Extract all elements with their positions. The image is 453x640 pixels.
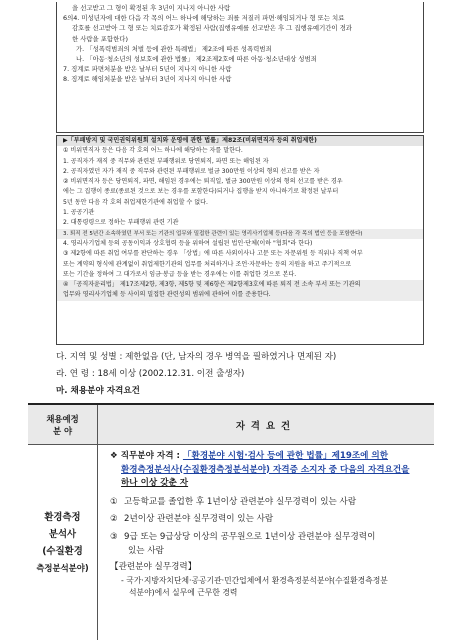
duty-qualification-line — [110, 450, 426, 464]
list-line: 8. 징계로 해임처분을 받은 날부터 3년이 지나지 아니한 사람 — [63, 75, 232, 84]
certificate-requirement: 환경측정분석사(수질환경측정분석분야) 자격증 소지자 중 다음의 자격요건을 — [121, 464, 410, 475]
item-text: 2년이상 관련분야 실무경력이 있는 사람 — [124, 514, 274, 525]
item-text: 고등학교를 졸업한 후 1년이상 관련분야 실무경력이 있는 사람 — [124, 496, 357, 507]
law-line: 또는 계약의 형식에 관계없이 취업제한기관의 업무를 처리하거나 조언·자문하는 등의 지원을 하고 주기적으로 — [63, 260, 352, 268]
list-line: 7. 징계로 파면처분을 받은 날부터 5년이 지나지 아니한 사람 — [63, 65, 232, 74]
law-line: ① 비위면직자 등은 다음 각 호의 어느 하나에 해당하는 자를 말한다. — [63, 147, 243, 155]
law-line: 에는 그 집행이 종료(종료된 것으로 보는 경우를 포함한다)되거나 집행을 받지 아니하기로 확정된 날부터 — [63, 188, 339, 196]
requirement-item — [110, 531, 426, 545]
law-heading: ▶「부패방지 및 국민권익위원회 설치와 운영에 관한 법률」제82조(비위면직자 등의 취업제한) — [57, 136, 423, 146]
experience-line: 석분야)에서 실무에 근무한 경력 — [129, 588, 238, 598]
law-line: 업무와 영리사기업체 등 사이의 밀접한 관련성의 범위에 관하여 이를 준용한다. — [57, 290, 423, 300]
list-line: 을 선고받고 그 형이 확정된 후 3년이 지나지 아니한 사람 — [72, 4, 231, 12]
law-reference: 「환경분야 시험·검사 등에 관한 법률」제19조에 의한 — [182, 451, 389, 461]
field-name-line: (수질환경 — [42, 545, 83, 557]
list-line: 가. 「성폭력범죄의 처벌 등에 관한 특례법」 제2조에 따른 성폭력범죄 — [76, 44, 272, 53]
item-number — [110, 545, 124, 559]
law-line: 3. 퇴직 전 5년간 소속하였던 부서 또는 기관의 업무와 밀접한 관련이 있는 영리사기업체 등(다음 각 목의 법인 등을 포함한다) — [57, 229, 423, 239]
item-number: ③ — [110, 531, 118, 542]
law-line: 2. 대통령령으로 정하는 부패행위 관련 기관 — [63, 219, 179, 227]
field-name-line: 분석사 — [48, 528, 77, 540]
law-line: 또는 기간을 정하여 그 대가로서 임금·봉급 등을 받는 경우에는 이를 취업한 것으로 본다. — [63, 270, 297, 278]
requirement-item-continued — [110, 545, 426, 559]
header-field-line: 채용예정 — [46, 413, 79, 424]
requirement-item — [110, 496, 426, 510]
experience-title: 【관련분야 실무경력】 — [110, 562, 197, 573]
table-header-field — [28, 405, 98, 445]
item-text: 있는 사람 — [128, 545, 164, 556]
list-line: 감호를 선고받아 그 형 또는 치료감호가 확정된 사람(집행유예를 선고받은 후 그 집행유예기간이 경과 — [72, 24, 352, 33]
list-line: 나. 「아동·청소년의 성보호에 관한 법률」 제2조제2호에 따른 아동·청소년대상 성범죄 — [76, 55, 317, 64]
qualification-table — [28, 403, 434, 640]
region-gender-requirement: 다. 지역 및 성별 : 제한없음 (단, 남자의 경우 병역을 필하였거나 면제된 자) — [56, 352, 337, 362]
list-line: 6의4. 미성년자에 대한 다음 각 목의 어느 하나에 해당하는 죄를 저질러 파면·해임되거나 형 또는 치료 — [63, 14, 345, 23]
requirement-item — [110, 513, 426, 527]
law-line: 1. 공공기관 — [63, 209, 95, 217]
requirements-cell — [98, 445, 434, 640]
header-field-line: 분 야 — [52, 425, 73, 436]
law-line: ③ 제2항에 따른 취업 여부를 판단하는 경우 「상법」에 따른 사외이사나 고문 또는 자문위원 등 직위나 직책 여부 — [63, 250, 363, 258]
field-name-line: 환경측정 — [44, 511, 81, 523]
item-text: 9급 또는 9급상당 이상의 공무원으로 1년이상 관련분야 실무경력이 — [124, 531, 376, 542]
duty-qualification-line — [110, 464, 426, 478]
law-line: 2. 공직자였던 자가 재직 중 직무와 관련된 부패행위로 벌금 300만원 이상의 형의 선고를 받은 자 — [63, 167, 320, 175]
item-number: ① — [110, 496, 118, 507]
duty-qualification-tail: 하나 이상 갖춘 자 — [121, 478, 189, 489]
age-requirement: 라. 연 령 : 18세 이상 (2002.12.31. 이전 출생자) — [56, 369, 245, 379]
law-line: ② 비위면직자 등은 당연퇴직, 파면, 해임된 경우에는 퇴직일, 벌금 300만원 이상의 형의 선고를 받은 경우 — [63, 178, 343, 186]
duty-label: ❖ 직무분야 자격 : — [110, 451, 183, 461]
qualification-section-title: 마. 채용분야 자격요건 — [56, 386, 140, 396]
field-name-line: 측정분석분야) — [36, 562, 89, 573]
law-line: ④ 「공직자윤리법」 제17조제2항, 제3항, 제5항 및 제6항은 제2항제3호에 따른 퇴직 전 소속 부서 또는 기관의 — [57, 280, 423, 290]
disqualification-list-box — [56, 2, 424, 133]
list-line: 한 사람을 포함한다) — [72, 34, 128, 43]
field-name-cell — [28, 445, 98, 640]
law-line: 5년 동안 다음 각 호의 취업제한기관에 취업할 수 없다. — [63, 198, 208, 206]
anti-corruption-law-box — [56, 135, 424, 345]
item-number: ② — [110, 514, 118, 525]
experience-line: - 국가·지방자치단체·공공기관·민간업체에서 환경측정분석분야(수질환경측정분 — [121, 575, 388, 585]
law-line: 4. 영리사기업체 등의 공동이익과 상호협력 등을 위하여 설립된 법인·단체(이하 "협회"라 한다) — [63, 239, 313, 247]
law-line: 1. 공직자가 재직 중 직무와 관련된 부패행위로 당연퇴직, 파면 또는 해임된 자 — [63, 157, 269, 165]
table-header-requirements: 자격요건 — [98, 405, 434, 445]
